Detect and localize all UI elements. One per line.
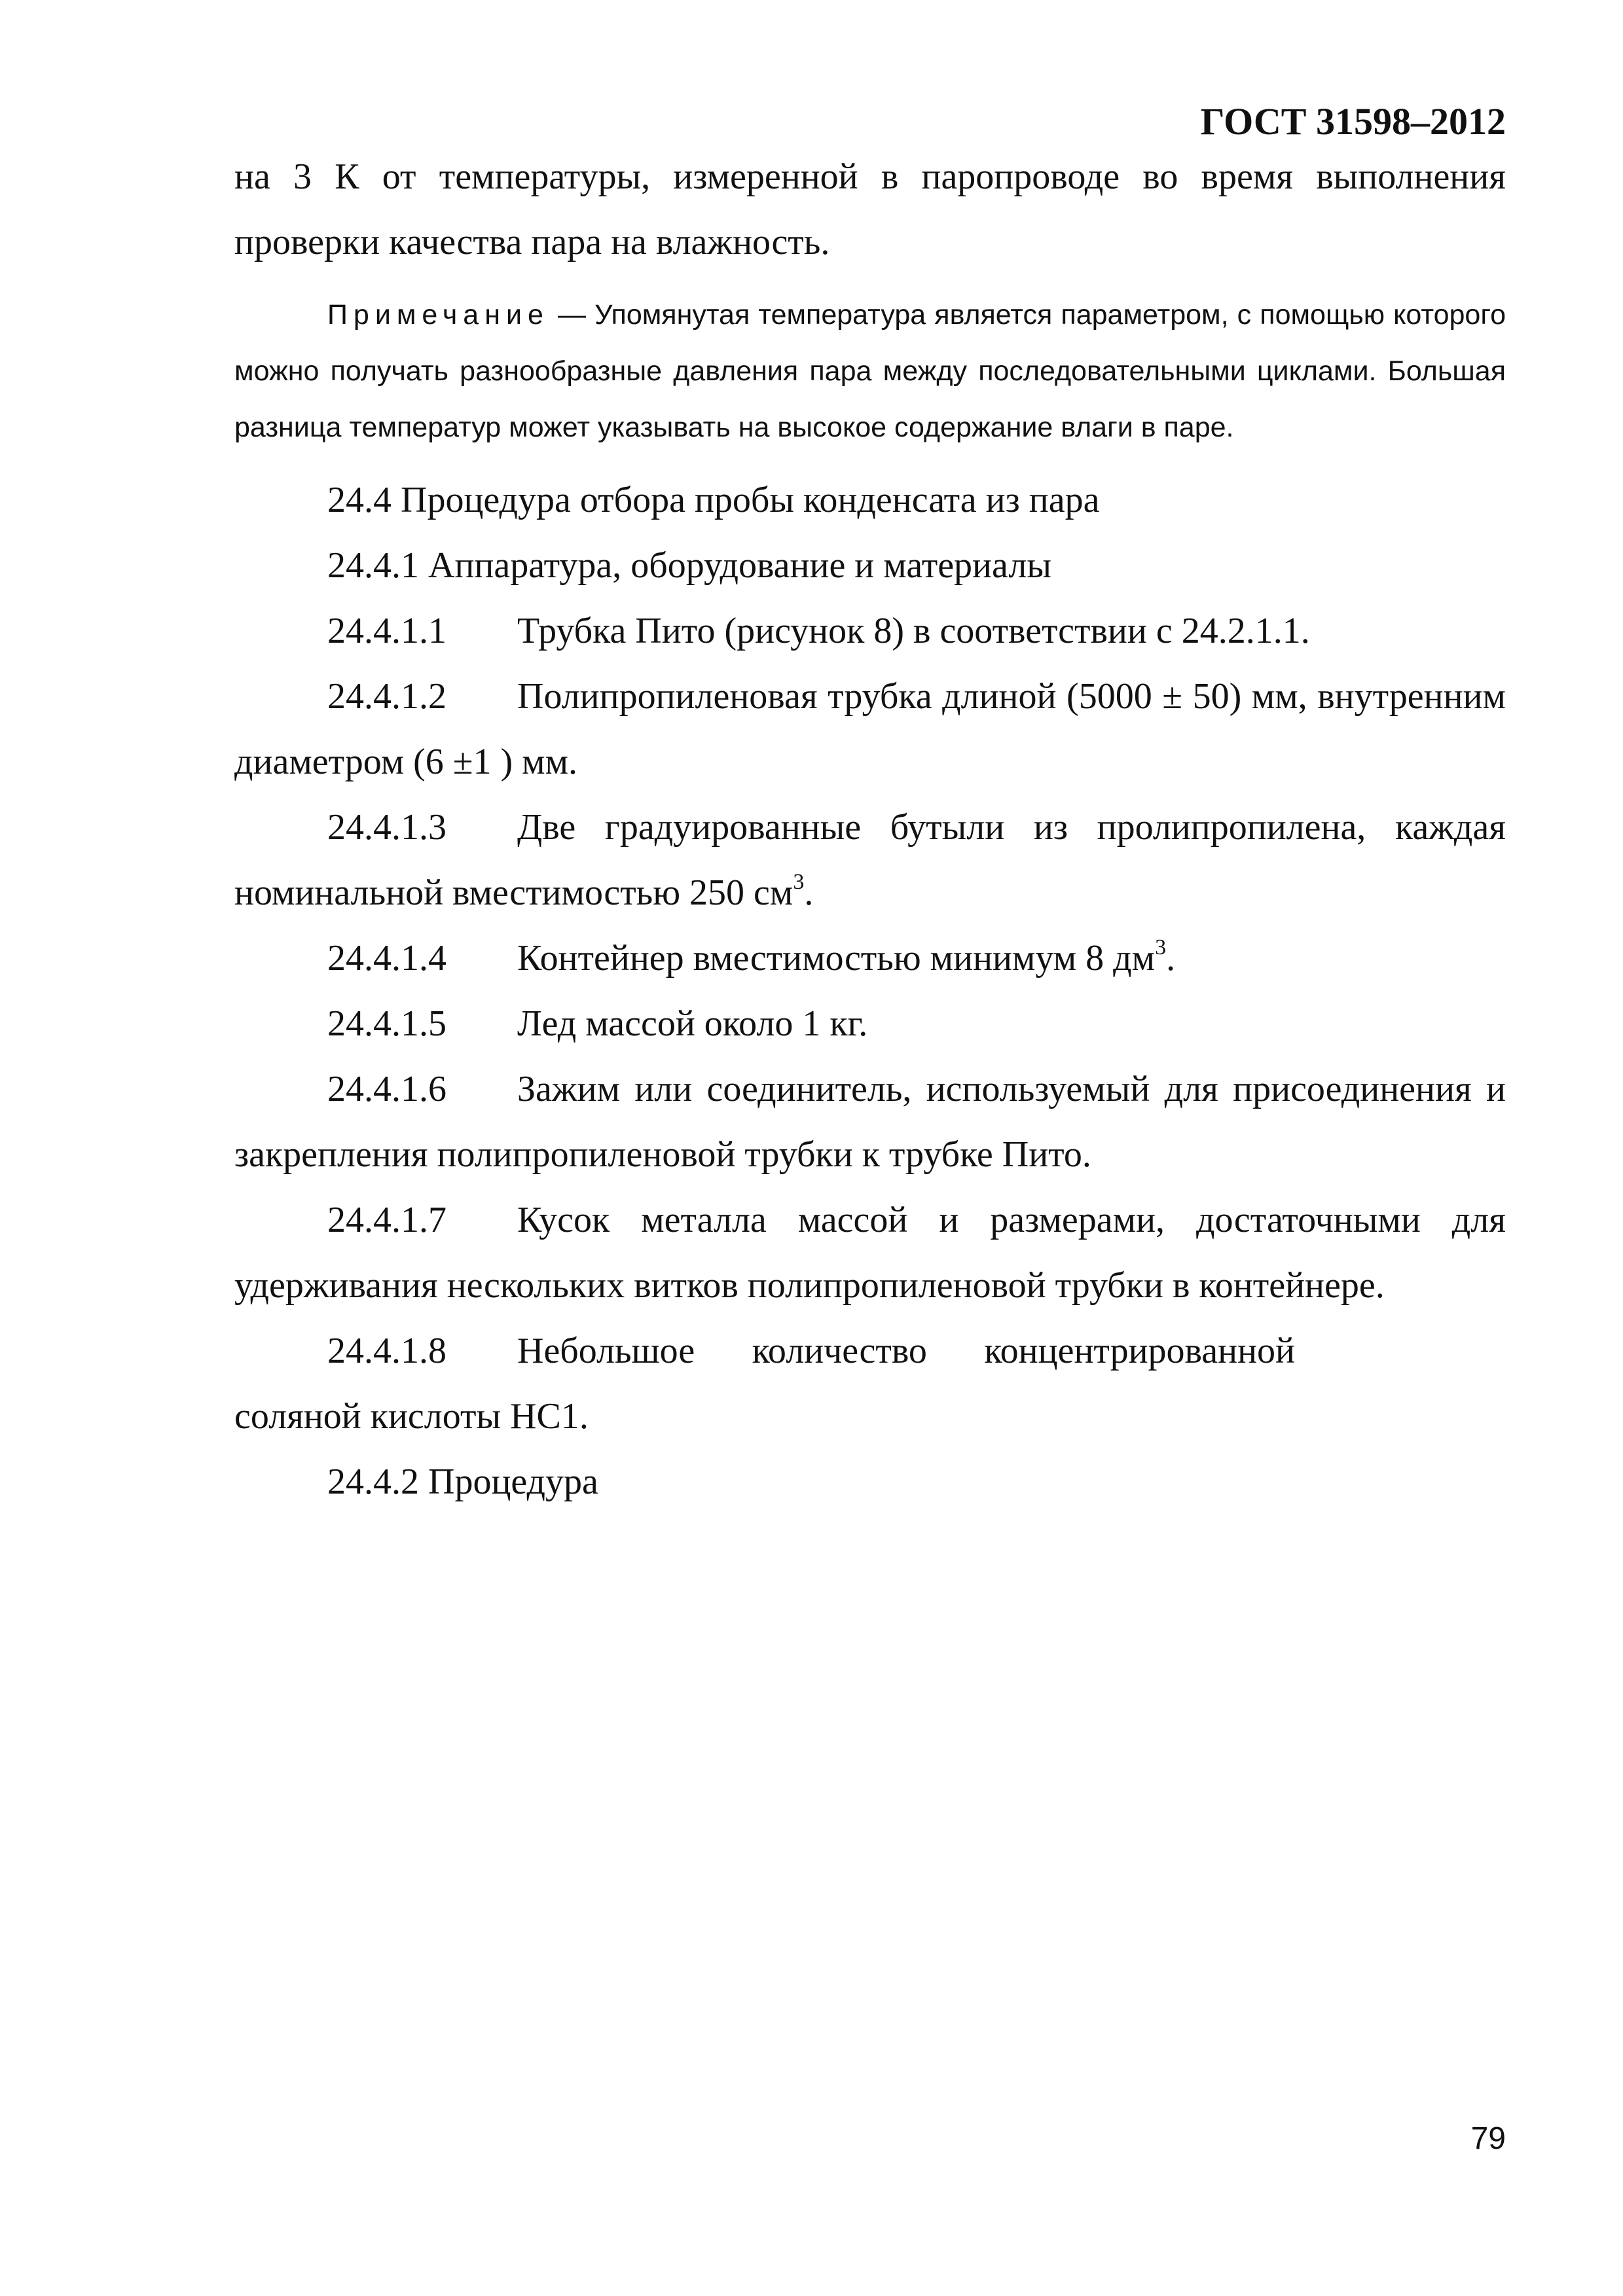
- item-number: 24.4.1.7: [327, 1200, 447, 1240]
- note-text: — Упомянутая температура является параметром, с помощью которого можно получать разнообразные давления пара между последовательными циклами. Большая разница температур может указывать на высокое содержание влаги в паре.: [234, 299, 1506, 443]
- item-text: Полипропиленовая трубка длиной (5000 ± 50) мм, внутренним диаметром (6 ±1 ) мм.: [234, 676, 1506, 782]
- item-text: Кусок металла массой и размерами, достаточными для удерживания нескольких витков полипропиленовой трубки в контейнере.: [234, 1200, 1506, 1306]
- item-number: 24.4.1.3: [327, 807, 447, 848]
- list-item: [234, 925, 1506, 991]
- list-item: [234, 795, 1506, 925]
- item-text: Зажим или соединитель, используемый для присоединения и закрепления полипропиленовой трубки к трубке Пито.: [234, 1069, 1506, 1175]
- item-tail: .: [1166, 938, 1176, 978]
- item-number: 24.4.1.4: [327, 938, 447, 978]
- superscript: 3: [793, 870, 805, 894]
- list-item: [234, 991, 1506, 1056]
- document-body: [234, 144, 1506, 1515]
- item-number: 24.4.1.6: [327, 1069, 447, 1109]
- item-text: Контейнер вместимостью минимум 8 дм: [517, 938, 1156, 978]
- note-paragraph: [234, 287, 1506, 456]
- item-text: Две градуированные бутыли из пролипропилена, каждая номинальной вместимостью 250 см: [234, 807, 1506, 913]
- item-text: Лед массой около 1 кг.: [517, 1003, 868, 1044]
- item-text: Трубка Пито (рисунок 8) в соответствии с 24.2.1.1.: [517, 611, 1310, 651]
- item-number: 24.4.1.1: [327, 611, 447, 651]
- section-heading-24-4-2: 24.4.2 Процедура: [327, 1462, 598, 1502]
- item-number: 24.4.1.8: [327, 1331, 447, 1371]
- item-tail: .: [804, 872, 814, 913]
- list-item: [234, 664, 1506, 795]
- section-heading-24-4: 24.4 Процедура отбора пробы конденсата из пара: [327, 480, 1100, 520]
- page-number: 79: [1470, 2121, 1506, 2156]
- list-item: [234, 1056, 1506, 1187]
- section-heading-24-4-1: 24.4.1 Аппаратура, оборудование и материалы: [327, 545, 1051, 586]
- document-header: ГОСТ 31598–2012: [1200, 100, 1506, 143]
- list-item-continuation: соляной кислоты НС1.: [234, 1396, 589, 1437]
- list-item: [234, 1187, 1506, 1318]
- list-item: [234, 1318, 1295, 1384]
- item-text: Небольшое количество концентрированной: [517, 1331, 1295, 1371]
- superscript: 3: [1155, 935, 1167, 960]
- item-number: 24.4.1.5: [327, 1003, 447, 1044]
- list-item: [234, 598, 1506, 664]
- note-label: Примечание: [327, 299, 549, 331]
- item-number: 24.4.1.2: [327, 676, 447, 717]
- paragraph-continuation: на 3 К от температуры, измеренной в паропроводе во время выполнения проверки качества пара на влажность.: [234, 156, 1506, 262]
